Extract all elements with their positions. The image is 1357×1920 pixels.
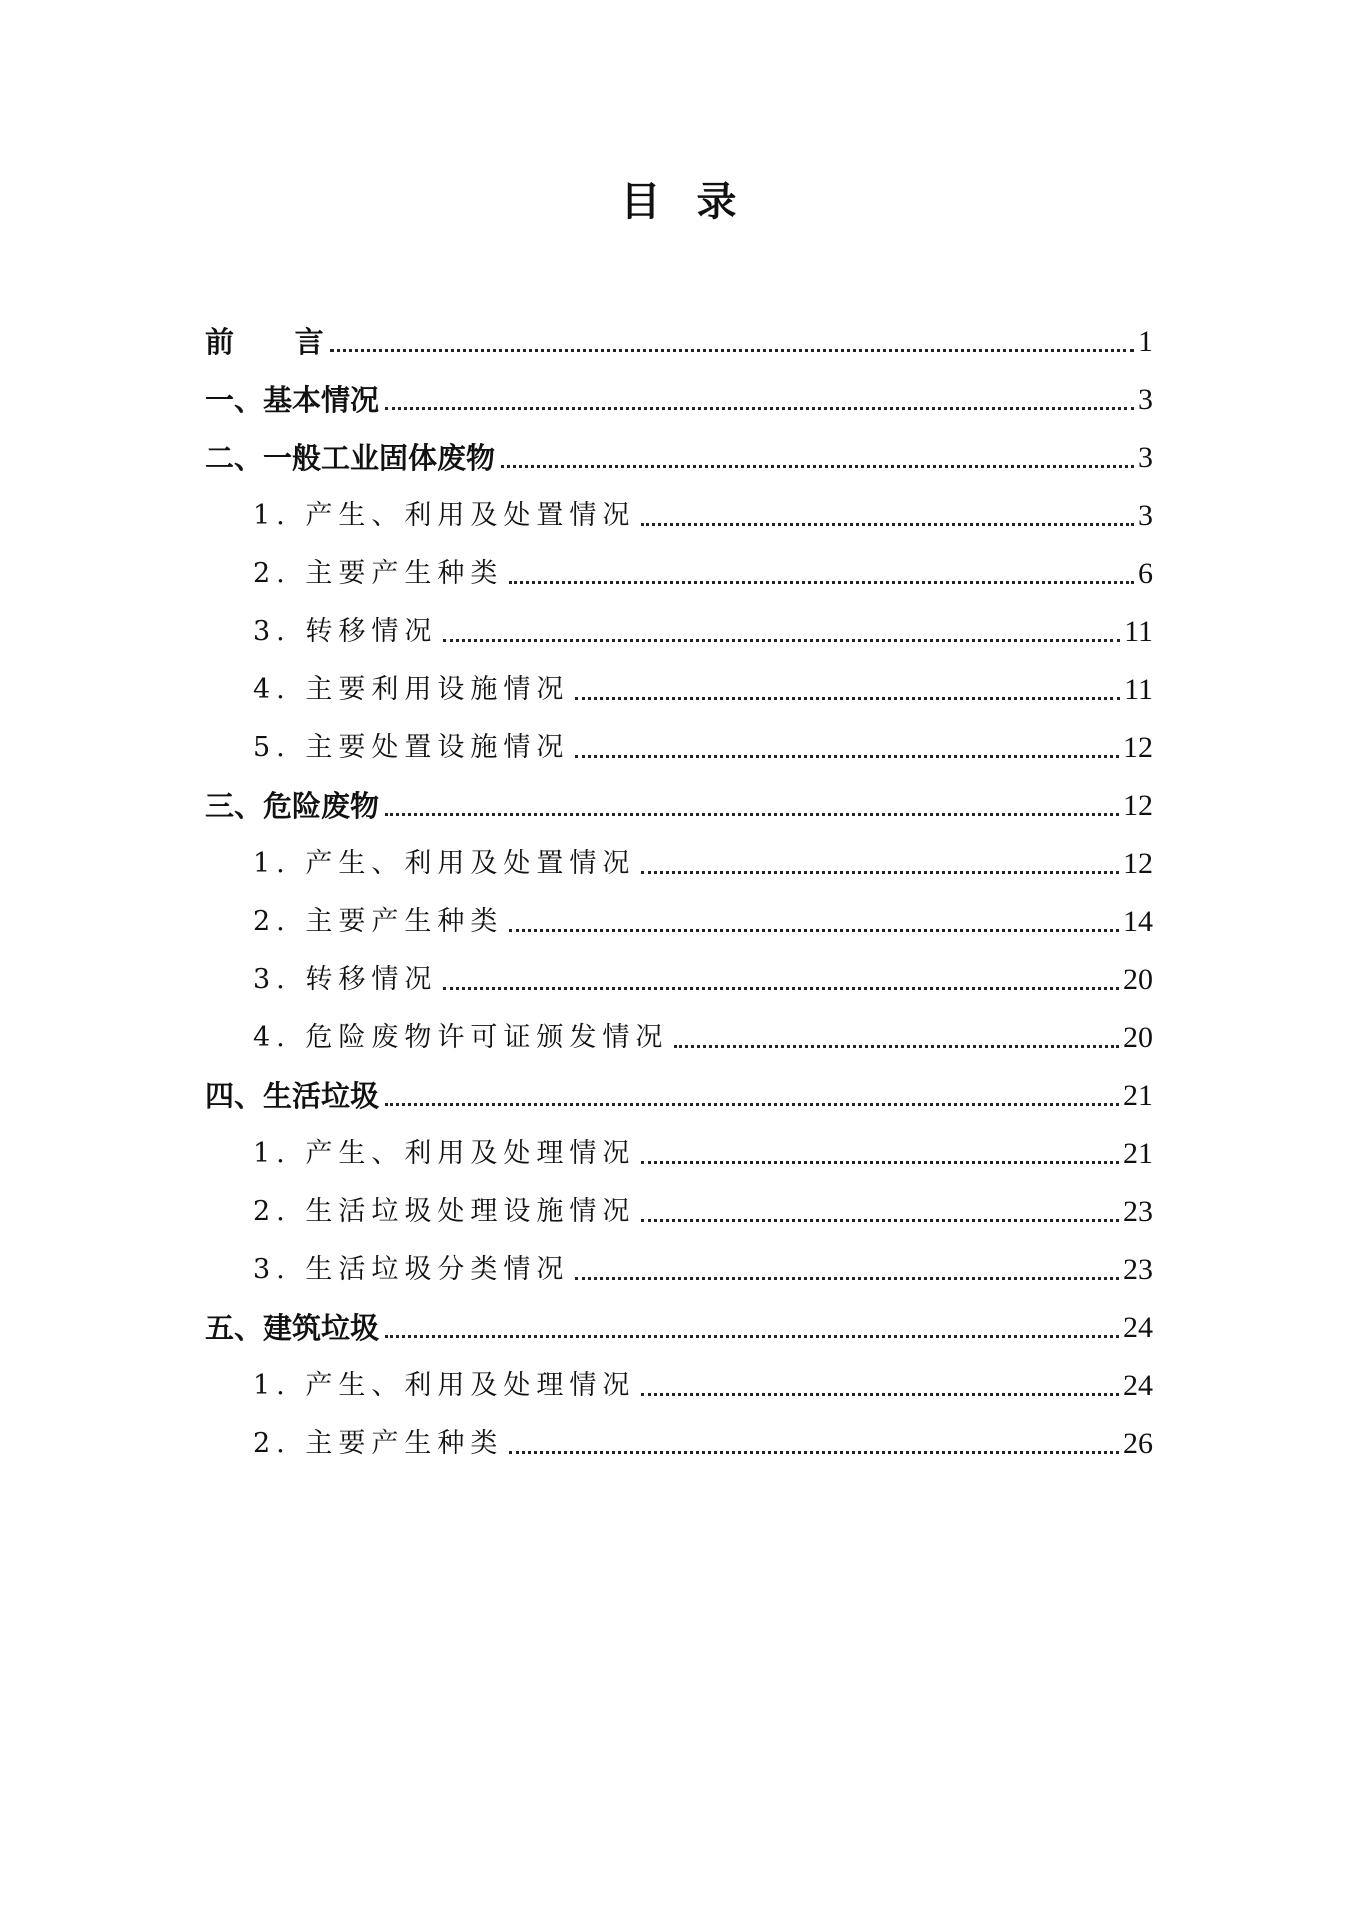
toc-entry-label: 前 言 [205, 325, 324, 359]
toc-entry-label: 一、基本情况 [205, 383, 380, 417]
toc-entry-label: 3. 生活垃圾分类情况 [253, 1254, 570, 1285]
toc-page-number: 11 [1124, 673, 1153, 706]
toc-entry-label: 1. 产生、利用及处置情况 [253, 848, 636, 879]
dot-leader [641, 1161, 1119, 1164]
toc-entry-label: 1. 产生、利用及处理情况 [253, 1370, 636, 1401]
toc-page-number: 6 [1138, 557, 1153, 590]
dot-leader [641, 523, 1134, 526]
toc-page-number: 1 [1138, 325, 1153, 358]
toc-entry[interactable] [205, 434, 1153, 478]
toc-page-number: 3 [1138, 499, 1153, 532]
toc-page-number: 3 [1138, 383, 1153, 416]
dot-leader [641, 871, 1119, 874]
toc-page-number: 12 [1123, 731, 1153, 764]
toc-entry[interactable] [205, 666, 1153, 710]
toc-entry[interactable] [205, 376, 1153, 420]
toc-entry[interactable] [205, 1420, 1153, 1464]
toc-entry-label: 2. 主要产生种类 [253, 906, 504, 937]
page-title: 目录 [620, 179, 773, 225]
dot-leader [575, 755, 1119, 758]
dot-leader [501, 465, 1134, 468]
toc-page-number: 3 [1138, 441, 1153, 474]
toc-entry-label: 4. 危险废物许可证颁发情况 [253, 1022, 669, 1053]
toc-page-number: 24 [1123, 1369, 1153, 1402]
toc-entry[interactable] [205, 1188, 1153, 1232]
toc-entry[interactable] [205, 1072, 1153, 1116]
dot-leader [509, 1451, 1119, 1454]
toc-page-number: 26 [1123, 1427, 1153, 1460]
toc-page-number: 24 [1123, 1311, 1153, 1344]
dot-leader [330, 349, 1134, 352]
toc-page-number: 14 [1123, 905, 1153, 938]
dot-leader [385, 1103, 1119, 1106]
toc-page-number: 20 [1123, 1021, 1153, 1054]
toc-entry-label: 3. 转移情况 [253, 964, 438, 995]
toc-entry[interactable] [205, 840, 1153, 884]
toc-entry[interactable] [205, 956, 1153, 1000]
dot-leader [575, 1277, 1119, 1280]
toc-entry-label: 四、生活垃圾 [205, 1079, 380, 1113]
dot-leader [641, 1219, 1119, 1222]
dot-leader [509, 581, 1134, 584]
dot-leader [385, 813, 1119, 816]
toc-entry[interactable] [205, 898, 1153, 942]
toc-entry[interactable] [205, 724, 1153, 768]
toc-entry-label: 1. 产生、利用及处置情况 [253, 500, 636, 531]
dot-leader [674, 1045, 1119, 1048]
toc-entry[interactable] [205, 1130, 1153, 1174]
toc-entry-label: 五、建筑垃圾 [205, 1311, 380, 1345]
dot-leader [575, 697, 1120, 700]
dot-leader [385, 407, 1134, 410]
toc-entry-label: 5. 主要处置设施情况 [253, 732, 570, 763]
toc-entry[interactable] [205, 318, 1153, 362]
toc-entry[interactable] [205, 550, 1153, 594]
toc-page-number: 12 [1123, 789, 1153, 822]
toc-entry-label: 2. 生活垃圾处理设施情况 [253, 1196, 636, 1227]
toc-entry[interactable] [205, 608, 1153, 652]
toc-entry-label: 二、一般工业固体废物 [205, 441, 496, 475]
toc-entry[interactable] [205, 492, 1153, 536]
toc-page-number: 12 [1123, 847, 1153, 880]
toc-entry-label: 4. 主要利用设施情况 [253, 674, 570, 705]
toc-entry-label: 1. 产生、利用及处理情况 [253, 1138, 636, 1169]
toc-entry-label: 2. 主要产生种类 [253, 558, 504, 589]
dot-leader [385, 1335, 1119, 1338]
toc-entry-label: 3. 转移情况 [253, 616, 438, 647]
toc-entry[interactable] [205, 782, 1153, 826]
toc-entry-label: 三、危险废物 [205, 789, 380, 823]
toc-page-number: 21 [1123, 1079, 1153, 1112]
dot-leader [509, 929, 1119, 932]
toc-entry[interactable] [205, 1246, 1153, 1290]
toc-entry[interactable] [205, 1304, 1153, 1348]
toc-page-number: 11 [1124, 615, 1153, 648]
toc-page-number: 23 [1123, 1195, 1153, 1228]
dot-leader [443, 987, 1119, 990]
toc-entry[interactable] [205, 1362, 1153, 1406]
toc-page-number: 21 [1123, 1137, 1153, 1170]
toc-entry[interactable] [205, 1014, 1153, 1058]
toc-page-number: 23 [1123, 1253, 1153, 1286]
dot-leader [443, 639, 1120, 642]
toc-entry-label: 2. 主要产生种类 [253, 1428, 504, 1459]
toc-page-number: 20 [1123, 963, 1153, 996]
dot-leader [641, 1393, 1119, 1396]
